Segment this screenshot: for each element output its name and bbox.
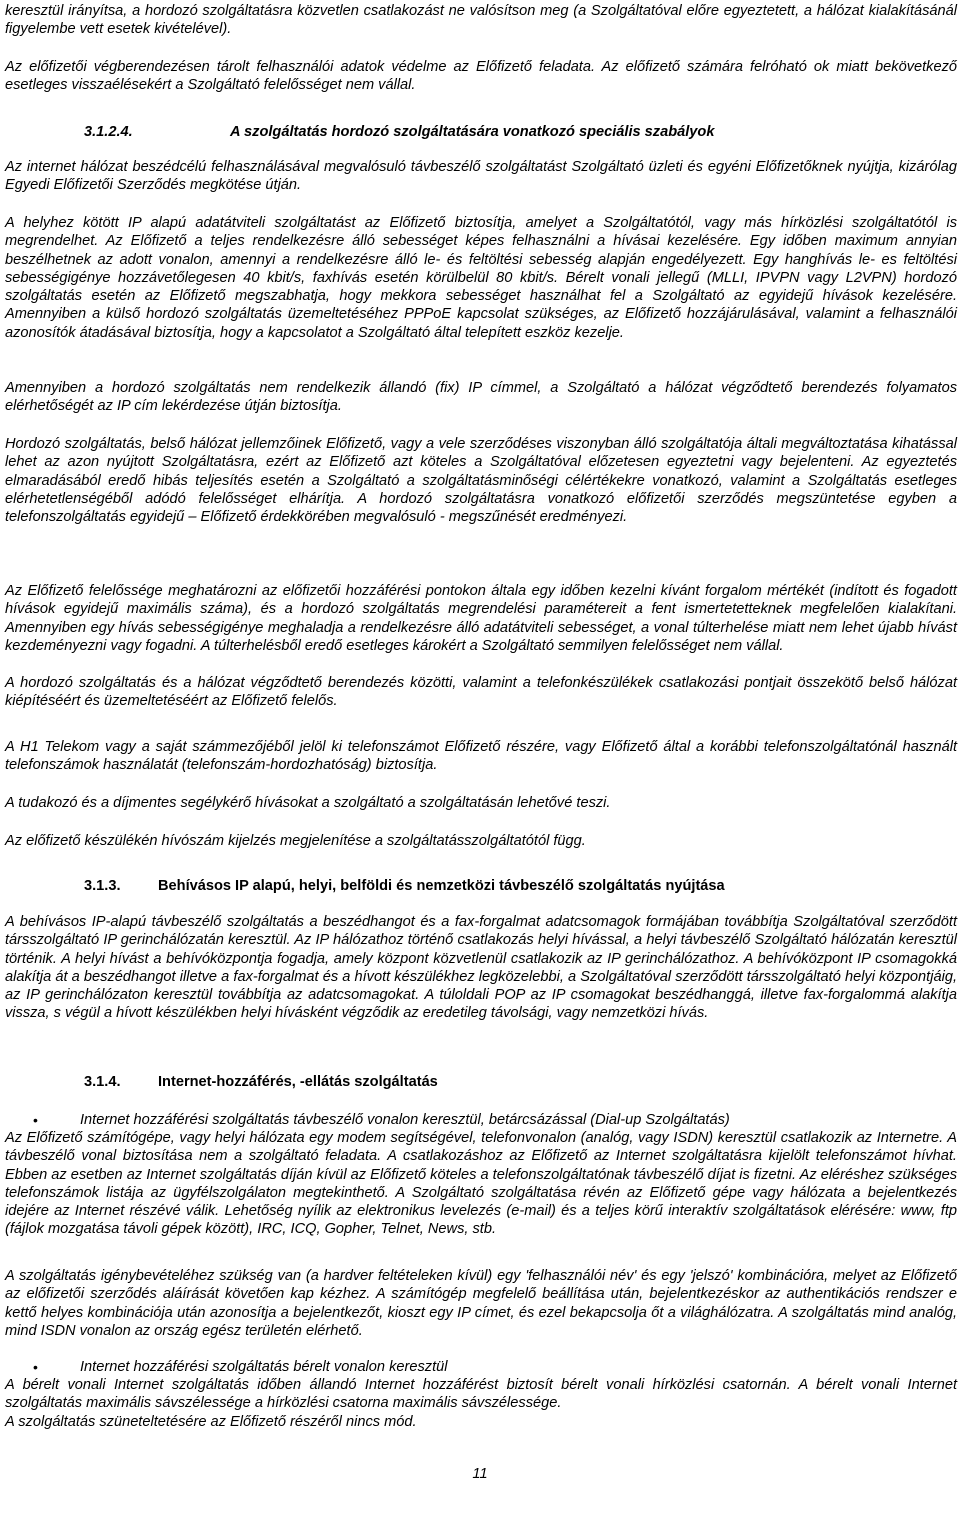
- paragraph: Az Előfizető számítógépe, vagy helyi hálózata egy modem segítségével, telefonvonalon (analóg, vagy ISDN) keresztül csatlakozik az Internetre. A távbeszélő vonal biztosítása nem a szolgáltató feladata. A csatlakozáshoz az Előfizető az Internet szolgáltatásra kijelölt telefonszámot hívhat. Ebben az esetben az Internet szolgáltatás díján kívül az Előfizető köteles a telefonszolgáltatónak távbeszélő díjat is fizetni. Az eléréshez szükséges telefonszámok listája az ügyfélszolgálaton megtekinthető. A Szolgáltató szolgáltatása révén az Előfizető gépe vagy hálózata a bejelentkezés idejére az Internet részévé válik. Lehetőség nyílik az elektronikus levelezés (e-mail) és a teljes körű interaktív szolgáltatások elérésére: www, ftp (fájlok mozgatása távoli gépek között), IRC, ICQ, Gopher, Telnet, News, stb.: [5, 1130, 957, 1238]
- bullet-icon: •: [33, 1112, 38, 1128]
- paragraph: A helyhez kötött IP alapú adatátviteli szolgáltatást az Előfizető biztosítja, amelyet a Szolgáltatótól, vagy más hírközlési szolgáltatótól is megrendelhet. Az Előfizető a teljes rendelkezésre álló sebességet képes felhasználni a hívásai kezelésére. Egy időben maximum annyian beszélhetnek az adott vonalon, amennyi a rendelkezésre álló le- és feltöltési sebesség alapján engedélyezett. Egy hanghívás le- es feltöltési sebességigénye hozzávetőlegesen 40 kbit/s, faxhívás esetén körülbelül 80 kbit/s. Bérelt vonali jellegű (MLLI, IPVPN vagy L2VPN) hordozó szolgáltatás esetén az Előfizető megszabhatja, hogy mekkora sebességet használhat fel a Szolgáltató az egyidejű hívások kezelésére. Amennyiben a külső hordozó szolgáltatás üzemeltetéséhez PPPoE kapcsolat szükséges, az Előfizető hozzájárulásával, valamint a felhasználói azonosítók átadásával biztosítja, hogy a kapcsolatot a Szolgáltató által telepített eszköz kezelje.: [5, 215, 957, 341]
- section-number: 3.1.2.4.: [84, 124, 133, 140]
- section-heading-314: [84, 1073, 438, 1091]
- paragraph: A H1 Telekom vagy a saját számmezőjéből jelöl ki telefonszámot Előfizető részére, vagy Előfizető által a korábbi telefonszolgáltatónál használt telefonszámok használatát (telefonszám-hordozhatóság) biztosítja.: [5, 739, 957, 774]
- section-number: 3.1.3.: [84, 878, 121, 894]
- bullet-item: Internet hozzáférési szolgáltatás bérelt vonalon keresztül: [80, 1359, 448, 1375]
- page-number: 11: [472, 1466, 488, 1482]
- paragraph: A bérelt vonali Internet szolgáltatás időben állandó Internet hozzáférést biztosít bérelt vonali hírközlési csatornán. A bérelt vonali Internet szolgáltatás maximális sávszélessége a hírközlési csatorna maximális sávszélessége.: [5, 1377, 957, 1412]
- paragraph: A hordozó szolgáltatás és a hálózat végződtető berendezés közötti, valamint a telefonkészülékek csatlakozási pontjait összekötő belső hálózat kiépítéséért és üzemeltetéséért az Előfizető felelős.: [5, 675, 957, 710]
- section-number: 3.1.4.: [84, 1074, 121, 1090]
- paragraph: Az előfizető készülékén hívószám kijelzés megjelenítése a szolgáltatásszolgáltatótól függ.: [5, 833, 586, 849]
- paragraph: A szolgáltatás szüneteltetésére az Előfizető részéről nincs mód.: [5, 1414, 417, 1430]
- section-title: A szolgáltatás hordozó szolgáltatására vonatkozó speciális szabályok: [230, 124, 715, 140]
- paragraph: A tudakozó és a díjmentes segélykérő hívásokat a szolgáltató a szolgáltatásán lehetővé teszi.: [5, 795, 611, 811]
- paragraph: A behívásos IP-alapú távbeszélő szolgáltatás a beszédhangot és a fax-forgalmat adatcsomagok formájában továbbítja Szolgáltatóval szerződött társszolgáltató IP gerinchálózatán keresztül. Az IP hálózathoz történő csatlakozás helyi hívással, a helyi távbeszélő Szolgáltató hálózatán keresztül történik. A helyi hívást a behívóközpontja fogadja, amely központ közvetlenül csatlakozik az IP gerinchálózathoz. A behívóközpont IP csomagokká alakítja át a beszédhangot illetve a fax-forgalmat és a hívott készülékhez legközelebbi, a Szolgáltatóval szerződött társszolgáltató helyi központjáig, az IP gerinchálózaton keresztül továbbítja az adatcsomagokat. A túloldali POP az IP csomagokat beszédhanggá, illetve fax-forgalommá alakítja vissza, s végül a hívott készülékben helyi hívásként végződik az eredetileg távolsági, vagy nemzetközi hívás.: [5, 914, 957, 1022]
- intro-paragraph-2: Az előfizetői végberendezésen tárolt felhasználói adatok védelme az Előfizető feladata. Az előfizető számára felróható ok miatt bekövetkező esetleges visszaélésekért a Szolgáltató felelősséget nem vállal.: [5, 59, 957, 94]
- bullet-icon: •: [33, 1359, 38, 1375]
- paragraph: Az Előfizető felelőssége meghatározni az előfizetői hozzáférési pontokon általa egy időben kezelni kívánt forgalom mértékét (indított és fogadott hívások egyidejű maximális száma), és a hordozó szolgáltatás megrendelési paramétereit a fent ismertetetteknek megfelelően kialakítani. Amennyiben egy hívás sebességigénye meghaladja a rendelkezésre álló adatátviteli sebességet, a vonal túlterhelése miatt nem lehet újabb hívást kezdeményezni vagy fogadni. A túlterhelésből eredő esetleges károkért a Szolgáltató semmilyen felelősséget nem vállal.: [5, 583, 957, 654]
- section-heading-3124: [84, 123, 715, 141]
- intro-paragraph-1: keresztül irányítsa, a hordozó szolgáltatásra közvetlen csatlakozást ne valósítson meg (a Szolgáltatóval előre egyeztetett, a hálózat kialakításánál figyelembe vett esetek kivételével).: [5, 3, 957, 38]
- paragraph: Az internet hálózat beszédcélú felhasználásával megvalósuló távbeszélő szolgáltatást Szolgáltató üzleti és egyéni Előfizetőknek nyújtja, kizárólag Egyedi Előfizetői Szerződés megkötése útján.: [5, 159, 957, 194]
- paragraph: Hordozó szolgáltatás, belső hálózat jellemzőinek Előfizető, vagy a vele szerződéses viszonyban álló szolgáltatója általi megváltoztatása kihatással lehet az azon nyújtott Szolgáltatásra, ezért az Előfizető azt köteles a Szolgáltatóval előzetesen egyeztetni vagy bejelenteni. Az egyeztetés elmaradásából eredő hibás teljesítés esetén a Szolgáltató a szolgáltatásminőségi célértékekre vonatkozó, valamint a Szolgáltatás esetleges elérhetetlenségéből adódó felelősséget elhárítja. A hordozó szolgáltatásra vonatkozó előfizetői szerződés megszüntetése egyben a telefonszolgáltatás egyidejű – Előfizető érdekkörében megvalósuló - megszűnését eredményezi.: [5, 436, 957, 526]
- bullet-item: Internet hozzáférési szolgáltatás távbeszélő vonalon keresztül, betárcsázással (Dial-up Szolgáltatás): [80, 1112, 730, 1128]
- paragraph: A szolgáltatás igénybevételéhez szükség van (a hardver feltételeken kívül) egy 'felhasználói név' és egy 'jelszó' kombinációra, melyet az Előfizető az előfizetői szerződés aláírását követően kap kézhez. A számítógép megfelelő beállítása után, bejelentkezéskor az authentikációs rendszer e kettő helyes kombinációja után azonosítja a bejelentkezőt, kioszt egy IP címet, és ezel bekapcsolja őt a világhálózatra. A szolgáltatás mind analóg, mind ISDN vonalon az ország egész területén elérhető.: [5, 1268, 957, 1339]
- section-heading-313: [84, 877, 725, 895]
- section-title: Internet-hozzáférés, -ellátás szolgáltatás: [158, 1074, 438, 1090]
- paragraph: Amennyiben a hordozó szolgáltatás nem rendelkezik állandó (fix) IP címmel, a Szolgáltató a hálózat végződtető berendezés folyamatos elérhetőségét az IP cím lekérdezése útján biztosítja.: [5, 380, 957, 415]
- section-title: Behívásos IP alapú, helyi, belföldi és nemzetközi távbeszélő szolgáltatás nyújtása: [158, 878, 725, 894]
